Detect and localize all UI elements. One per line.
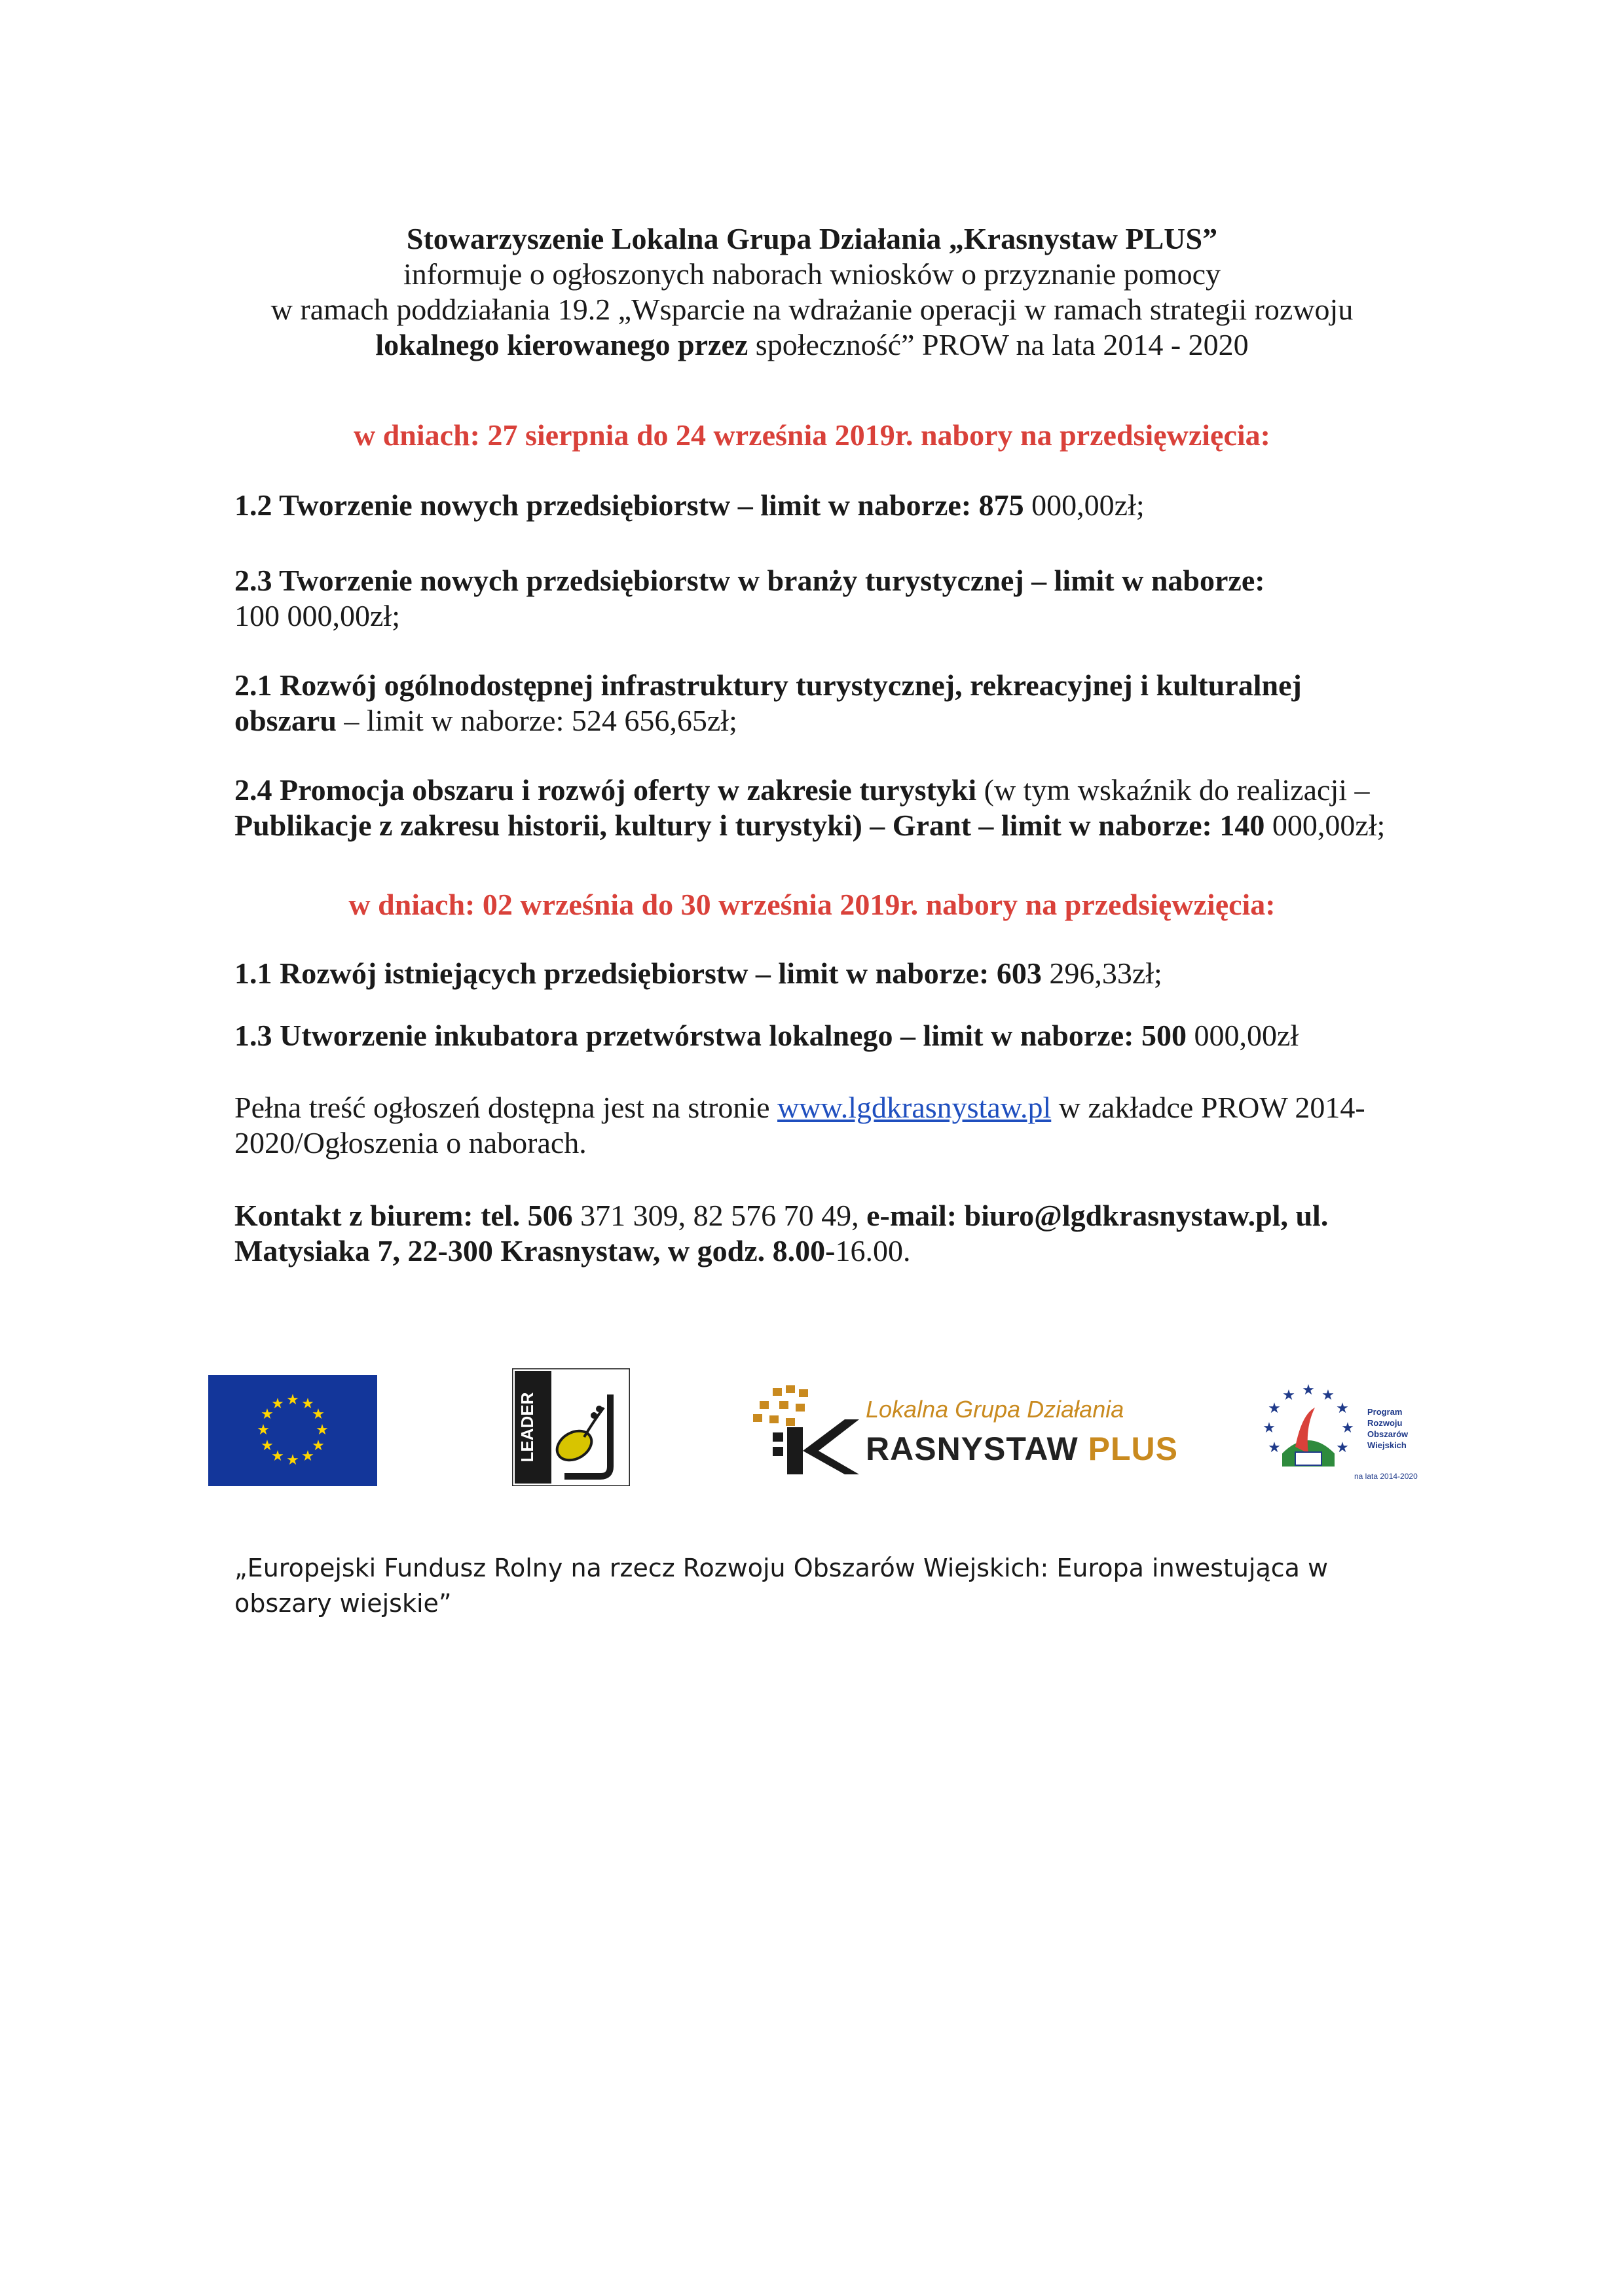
- item-2-1-bold: 2.1 Rozwój ogólnodostępnej infrastruktury turystycznej, rekreacyjnej i kulturalnej: [234, 668, 1302, 702]
- svg-text:★: ★: [1282, 1387, 1295, 1404]
- svg-text:★: ★: [286, 1392, 299, 1408]
- item-1-1-rest: 296,33zł;: [1041, 957, 1162, 990]
- lgd-krasnystaw-logo: [747, 1381, 1179, 1480]
- prow-line-4: Wiejskich: [1367, 1440, 1407, 1450]
- lgd-krasnystaw-main: RASNYSTAW: [866, 1430, 1079, 1467]
- period-1-heading: w dniach: 27 sierpnia do 24 września 2019r. nabory na przedsięwzięcia:: [354, 418, 1270, 452]
- item-1-2-rest: 000,00zł;: [1024, 488, 1145, 522]
- item-2-1-rest: – limit w naborze: 524 656,65zł;: [336, 704, 737, 737]
- svg-text:★: ★: [316, 1422, 329, 1438]
- svg-text:★: ★: [312, 1438, 325, 1454]
- svg-text:★: ★: [261, 1406, 274, 1423]
- svg-text:★: ★: [1336, 1400, 1349, 1417]
- prow-logo: [1256, 1375, 1439, 1486]
- svg-text:★: ★: [1302, 1382, 1315, 1398]
- contact-bold-2: e-mail: biuro@lgdkrasnystaw.pl, ul.: [858, 1199, 1329, 1232]
- svg-text:★: ★: [286, 1452, 299, 1468]
- prow-emblem-icon: [1256, 1375, 1361, 1486]
- contact-bold-3: Matysiaka 7, 22-300 Krasnystaw, w godz. 8.00-: [234, 1234, 836, 1267]
- contact-bold-1: Kontakt z biurem: tel. 506: [234, 1199, 573, 1232]
- lgd-k-icon: [747, 1381, 864, 1480]
- item-1-2: [234, 488, 1439, 523]
- item-2-3-bold: 2.3 Tworzenie nowych przedsiębiorstw w branży turystycznej – limit w naborze:: [234, 564, 1265, 597]
- lgd-name-text: Lokalna Grupa Działania: [866, 1396, 1124, 1423]
- announcement-header: [196, 221, 1428, 363]
- prow-line-2: Rozwoju: [1367, 1418, 1403, 1428]
- svg-text:★: ★: [1336, 1440, 1349, 1456]
- item-1-3-bold: 1.3 Utworzenie inkubatora przetwórstwa lokalnego – limit w naborze: 500: [234, 1019, 1187, 1052]
- svg-text:★: ★: [1268, 1400, 1281, 1417]
- header-line-3: w ramach poddziałania 19.2 „Wsparcie na wdrażanie operacji w ramach strategii rozwoju: [270, 293, 1354, 326]
- prow-line-3: Obszarów: [1367, 1429, 1409, 1439]
- info-text-3: 2020/Ogłoszenia o naborach.: [234, 1126, 587, 1159]
- header-line-1: Stowarzyszenie Lokalna Grupa Działania „Krasnystaw PLUS”: [406, 222, 1218, 255]
- item-2-1: [234, 668, 1439, 738]
- header-line-4-bold: lokalnego kierowanego przez: [375, 328, 748, 361]
- eu-stars-icon: [208, 1375, 377, 1486]
- svg-text:★: ★: [1341, 1420, 1354, 1436]
- header-line-2: informuje o ogłoszonych naborach wniosków o przyznanie pomocy: [403, 257, 1221, 291]
- svg-text:★: ★: [271, 1396, 284, 1412]
- info-text-1: Pełna treść ogłoszeń dostępna jest na stronie: [234, 1091, 778, 1124]
- item-2-4-rest2: 000,00zł;: [1264, 809, 1386, 842]
- contact-paragraph: [234, 1198, 1439, 1269]
- lgd-plus-text: PLUS: [1078, 1430, 1178, 1467]
- prow-name-text: [1367, 1406, 1408, 1451]
- svg-text:★: ★: [261, 1438, 274, 1454]
- item-2-1-bold2: obszaru: [234, 704, 337, 737]
- item-1-1: [234, 956, 1439, 991]
- leader-logo: [512, 1368, 630, 1486]
- svg-text:★: ★: [257, 1422, 270, 1438]
- item-2-3-rest: 100 000,00zł;: [234, 599, 400, 632]
- item-1-1-bold: 1.1 Rozwój istniejących przedsiębiorstw – limit w naborze: 603: [234, 957, 1042, 990]
- contact-rest-3: 16.00.: [835, 1234, 911, 1267]
- item-1-3-rest: 000,00zł: [1186, 1019, 1299, 1052]
- header-line-4: [196, 327, 1428, 363]
- leader-text: LEADER: [517, 1392, 537, 1463]
- item-2-3: [234, 563, 1439, 634]
- item-2-4-bold: 2.4 Promocja obszaru i rozwój oferty w zakresie turystyki: [234, 773, 977, 807]
- svg-text:★: ★: [301, 1396, 314, 1412]
- prow-years-text: na lata 2014-2020: [1354, 1472, 1418, 1481]
- svg-text:★: ★: [312, 1406, 325, 1423]
- contact-rest-1: 371 309, 82 576 70 49,: [572, 1199, 859, 1232]
- header-line-4-rest: społeczność” PROW na lata 2014 - 2020: [748, 328, 1249, 361]
- eafrd-footer: „Europejski Fundusz Rolny na rzecz Rozwoju Obszarów Wiejskich: Europa inwestująca w obszary wiejskie”: [234, 1554, 1329, 1618]
- info-text-2: w zakładce PROW 2014-: [1051, 1091, 1365, 1124]
- svg-text:★: ★: [301, 1448, 314, 1465]
- eu-flag-logo: [208, 1375, 377, 1486]
- svg-text:★: ★: [271, 1448, 284, 1465]
- info-paragraph: [234, 1090, 1439, 1161]
- item-2-4-bold2: Publikacje z zakresu historii, kultury i turystyki) – Grant – limit w naborze: 140: [234, 809, 1265, 842]
- svg-text:★: ★: [1321, 1387, 1335, 1404]
- svg-text:★: ★: [1263, 1420, 1276, 1436]
- lgd-krasnystaw-text: [866, 1430, 1178, 1468]
- item-1-2-bold: 1.2 Tworzenie nowych przedsiębiorstw – limit w naborze: 875: [234, 488, 1024, 522]
- item-1-3: [234, 1018, 1439, 1053]
- svg-text:★: ★: [1268, 1440, 1281, 1456]
- website-link[interactable]: www.lgdkrasnystaw.pl: [777, 1091, 1052, 1124]
- period-2-heading: w dniach: 02 września do 30 września 2019r. nabory na przedsięwzięcia:: [348, 888, 1276, 921]
- item-2-4: [234, 773, 1439, 843]
- item-2-4-rest: (w tym wskaźnik do realizacji –: [976, 773, 1370, 807]
- prow-line-1: Program: [1367, 1407, 1403, 1417]
